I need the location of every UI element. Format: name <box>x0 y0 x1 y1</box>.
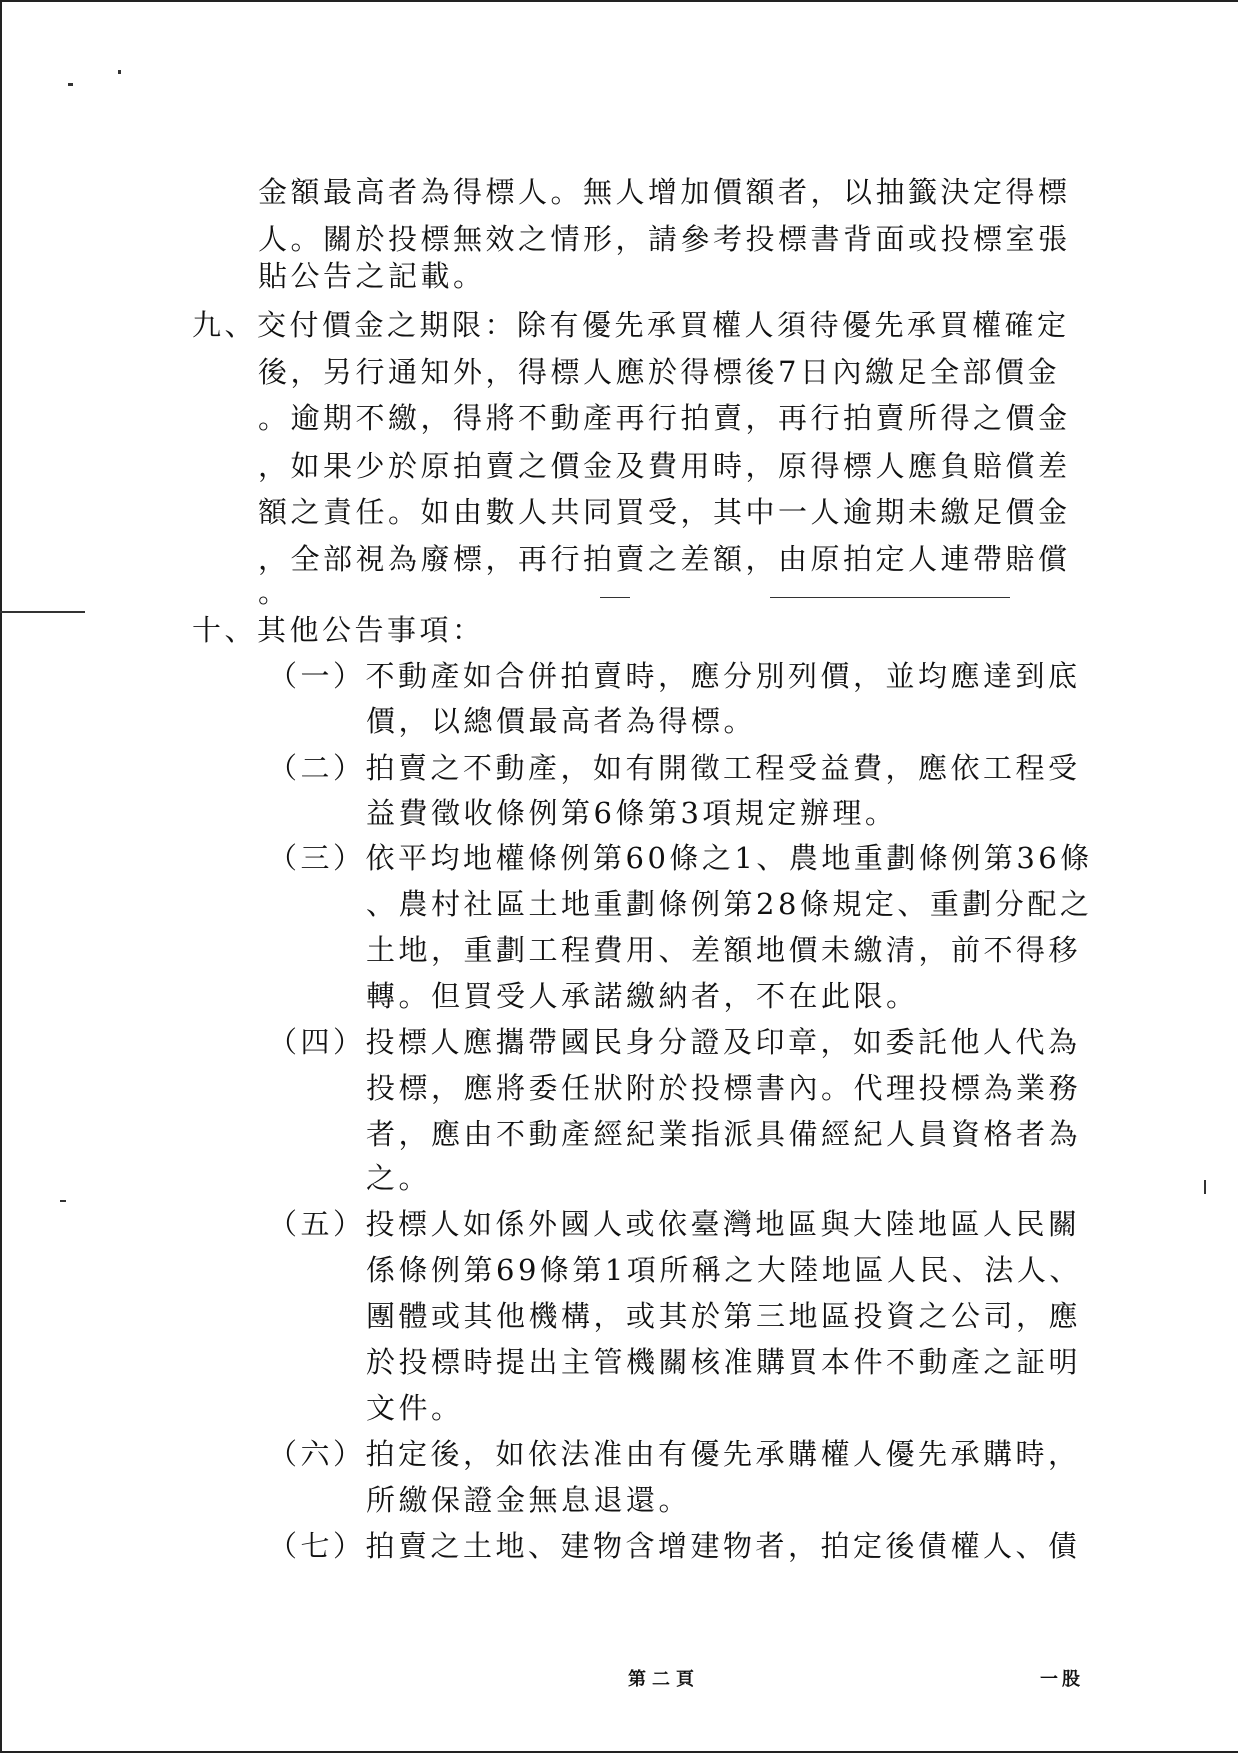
page-number: 第二頁 <box>628 1669 700 1690</box>
section-heading: 九、交付價金之期限：除有優先承買權人須待優先承買權確定 <box>192 308 1070 342</box>
scan-artifact <box>60 1200 66 1202</box>
text-line: 、農村社區土地重劃條例第28條規定、重劃分配之 <box>366 887 1093 921</box>
text-line: 。 <box>258 575 291 609</box>
text-line: 於投標時提出主管機關核准購買本件不動產之証明 <box>366 1345 1082 1379</box>
text-line: 價，以總價最高者為得標。 <box>366 704 757 738</box>
scan-artifact <box>770 597 1010 598</box>
text-line: （六）拍定後，如依法准由有優先承購權人優先承購時， <box>268 1437 1081 1471</box>
scan-artifact <box>68 83 73 86</box>
text-line: （五）投標人如係外國人或依臺灣地區與大陸地區人民關 <box>268 1207 1081 1241</box>
text-line: 額之責任。如由數人共同買受，其中一人逾期未繳足價金 <box>258 495 1071 529</box>
text-line: 後，另行通知外，得標人應於得標後7日內繳足全部價金 <box>258 355 1060 389</box>
text-line: 轉。但買受人承諾繳納者，不在此限。 <box>366 979 919 1013</box>
text-line: 係條例第69條第1項所稱之大陸地區人民、法人、 <box>366 1253 1082 1287</box>
text-line: 金額最高者為得標人。無人增加價額者，以抽籤決定得標 <box>258 175 1071 209</box>
text-line: 所繳保證金無息退還。 <box>366 1483 692 1517</box>
text-line: （七）拍賣之土地、建物含增建物者，拍定後債權人、債 <box>268 1529 1081 1563</box>
text-line: 貼公告之記載。 <box>258 259 486 293</box>
text-line: 投標，應將委任狀附於投標書內。代理投標為業務 <box>366 1071 1082 1105</box>
text-line: 者，應由不動產經紀業指派具備經紀人員資格者為 <box>366 1117 1082 1151</box>
scan-artifact <box>1204 1180 1206 1194</box>
text-line: 土地，重劃工程費用、差額地價未繳清，前不得移 <box>366 933 1082 967</box>
text-line: （三）依平均地權條例第60條之1、農地重劃條例第36條 <box>268 841 1093 875</box>
section-label: 一股 <box>1040 1669 1084 1690</box>
text-line: （一）不動產如合併拍賣時，應分別列價，並均應達到底 <box>268 659 1081 693</box>
scan-artifact <box>0 611 85 613</box>
text-line: 人。關於投標無效之情形，請參考投標書背面或投標室張 <box>258 222 1071 256</box>
text-line: 文件。 <box>366 1391 464 1425</box>
text-line: （四）投標人應攜帶國民身分證及印章，如委託他人代為 <box>268 1025 1081 1059</box>
text-line: 團體或其他機構，或其於第三地區投資之公司，應 <box>366 1299 1082 1333</box>
text-line: ，如果少於原拍賣之價金及費用時，原得標人應負賠償差 <box>258 449 1071 483</box>
text-line: 之。 <box>366 1161 432 1195</box>
scan-artifact <box>600 597 630 598</box>
text-line: 益費徵收條例第6條第3項規定辦理。 <box>366 796 898 830</box>
scan-artifact <box>118 70 121 74</box>
text-line: （二）拍賣之不動產，如有開徵工程受益費，應依工程受 <box>268 751 1081 785</box>
section-heading: 十、其他公告事項： <box>192 613 485 647</box>
text-line: ，全部視為廢標，再行拍賣之差額，由原拍定人連帶賠償 <box>258 542 1071 576</box>
text-line: 。逾期不繳，得將不動產再行拍賣，再行拍賣所得之價金 <box>258 401 1071 435</box>
